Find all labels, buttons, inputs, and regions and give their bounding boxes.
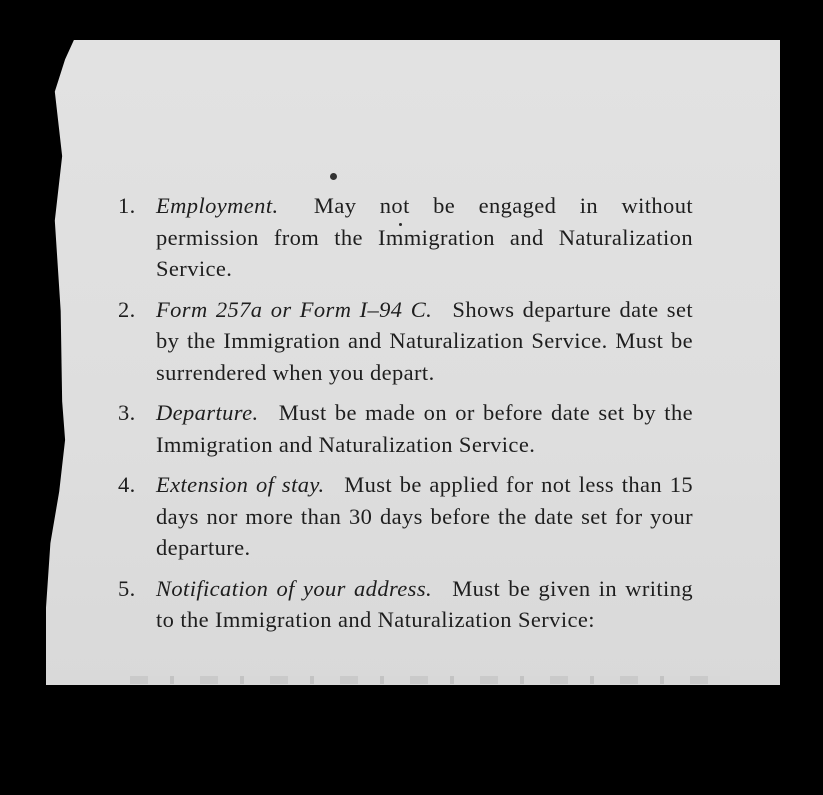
item-title: Departure.	[156, 400, 259, 425]
item-title: Extension of stay.	[156, 472, 325, 497]
item-title: Employment.	[156, 193, 279, 218]
item-text: May not be engaged in without permission from the Immigration and Naturalization Service.	[156, 193, 694, 281]
item-number: 2.	[118, 296, 136, 322]
item-text: Shows departure date set by the Immigration and Naturalization Service. Must be surrendered when you depart.	[156, 296, 693, 385]
item-text: Must be applied for not less than 15 days nor more than 30 days before the date set for your departure.	[156, 472, 693, 560]
item-title: Form 257a or Form I–94 C.	[156, 296, 433, 322]
ink-dot	[330, 173, 337, 180]
item-text: Must be made on or before date set by the Immigration and Naturalization Service.	[156, 400, 693, 457]
list-item-employment	[118, 190, 693, 285]
item-number: 1.	[118, 193, 136, 218]
regulations-list	[118, 190, 693, 645]
list-item-form	[118, 294, 693, 389]
item-number: 4.	[118, 472, 136, 497]
list-item-notification	[118, 573, 693, 636]
item-number: 5.	[118, 575, 136, 601]
item-title: Notification of your address.	[156, 575, 433, 601]
list-item-extension	[118, 469, 693, 564]
item-number: 3.	[118, 400, 136, 425]
item-text: Must be given in writing to the Immigration and Naturalization Service:	[156, 575, 693, 632]
cut-off-text-line	[130, 676, 730, 684]
list-item-departure	[118, 397, 693, 460]
